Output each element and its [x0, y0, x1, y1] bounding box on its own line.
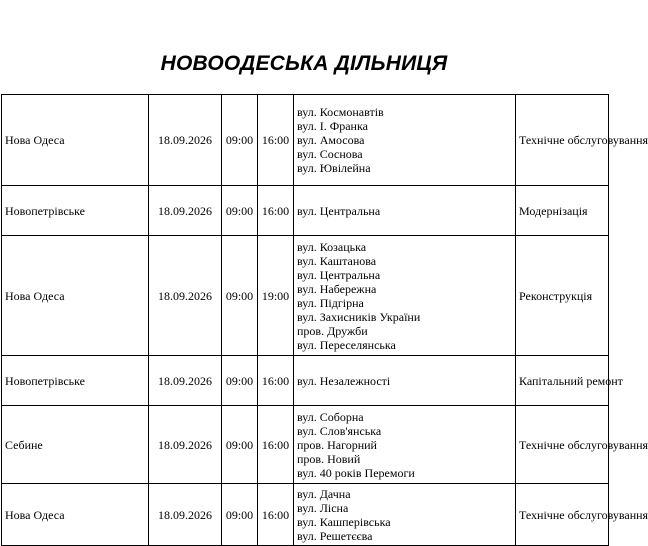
street-item: вул. Козацька [297, 239, 367, 254]
street-item: вул. Амосова [297, 133, 365, 147]
date-cell: 18.09.2026 [149, 236, 222, 356]
start-time-cell: 09:00 [222, 484, 258, 546]
street-item: вул. Слов'янська [297, 423, 382, 438]
streets-cell [294, 236, 516, 356]
end-time-cell: 19:00 [258, 236, 294, 356]
settlement-cell: Новопетрівське [2, 186, 149, 236]
street-item: вул. Кашперівська [297, 514, 391, 529]
street-item: вул. І. Франка [297, 119, 368, 133]
table-row [2, 186, 609, 236]
street-item: вул. Ювілейна [297, 161, 371, 175]
table-row [2, 484, 609, 546]
work-type-cell: Технічне обслуговування [516, 406, 609, 484]
end-time-cell: 16:00 [258, 484, 294, 546]
work-type-cell: Капітальний ремонт [516, 356, 609, 406]
street-item: вул. Переселянська [297, 337, 396, 352]
street-item: пров. Дружби [297, 323, 368, 338]
end-time-cell: 16:00 [258, 406, 294, 484]
start-time-cell: 09:00 [222, 356, 258, 406]
date-cell: 18.09.2026 [149, 484, 222, 546]
start-time-cell: 09:00 [222, 95, 258, 186]
work-type-cell: Технічне обслуговування [516, 484, 609, 546]
street-item: вул. Підгірна [297, 295, 364, 310]
date-cell: 18.09.2026 [149, 95, 222, 186]
street-item: вул. Соснова [297, 147, 363, 161]
settlement-cell: Новопетрівське [2, 356, 149, 406]
street-item: вул. Космонавтів [297, 105, 384, 119]
street-item: пров. Нагорний [297, 437, 377, 452]
settlement-cell: Нова Одеса [2, 484, 149, 546]
settlement-cell: Нова Одеса [2, 236, 149, 356]
start-time-cell: 09:00 [222, 406, 258, 484]
date-cell: 18.09.2026 [149, 186, 222, 236]
date-cell: 18.09.2026 [149, 356, 222, 406]
street-item: пров. Новий [297, 451, 361, 466]
street-item: вул. Захисників України [297, 309, 421, 324]
table-row [2, 95, 609, 186]
street-item: вул. Набережна [297, 281, 377, 296]
table-row [2, 236, 609, 356]
street-item: вул. Дачна [297, 486, 351, 501]
start-time-cell: 09:00 [222, 236, 258, 356]
streets-cell [294, 186, 516, 236]
end-time-cell: 16:00 [258, 95, 294, 186]
outage-schedule-table [1, 94, 648, 546]
work-type-cell: Технічне обслуговування [516, 95, 609, 186]
settlement-cell: Себине [2, 406, 149, 484]
street-item: вул. 40 років Перемоги [297, 465, 415, 480]
table-row [2, 356, 609, 406]
streets-cell [294, 356, 516, 406]
work-type-cell: Модернізація [516, 186, 609, 236]
end-time-cell: 16:00 [258, 356, 294, 406]
street-item: вул. Лісна [297, 500, 349, 515]
street-item: вул. Решетєєва [297, 528, 373, 543]
settlement-cell: Нова Одеса [2, 95, 149, 186]
streets-cell [294, 406, 516, 484]
street-item: вул. Соборна [297, 409, 364, 424]
streets-cell [294, 484, 516, 546]
end-time-cell: 16:00 [258, 186, 294, 236]
street-item: вул. Каштанова [297, 253, 377, 268]
page-title: НОВООДЕСЬКА ДІЛЬНИЦЯ [160, 52, 448, 75]
start-time-cell: 09:00 [222, 186, 258, 236]
table-row [2, 406, 609, 484]
street-item: вул. Центральна [297, 203, 381, 218]
street-item: вул. Центральна [297, 267, 381, 282]
streets-cell [294, 95, 516, 186]
date-cell: 18.09.2026 [149, 406, 222, 484]
street-item: вул. Незалежності [297, 373, 391, 388]
work-type-cell: Реконструкція [516, 236, 609, 356]
